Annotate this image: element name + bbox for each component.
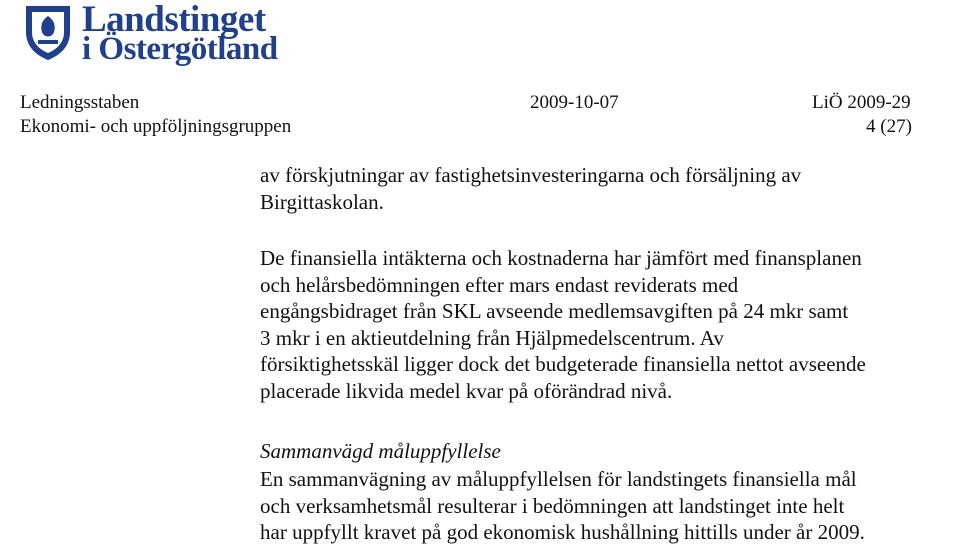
text-line: och verksamhetsmål resulterar i bedömningen att landstinget inte helt xyxy=(260,493,845,518)
text-line: har uppfyllt kravet på god ekonomisk hushållning hittills under år 2009. xyxy=(260,520,865,544)
crest-icon xyxy=(20,2,76,62)
header-group: Ekonomi- och uppföljningsgruppen xyxy=(20,116,292,137)
text-line: De finansiella intäkterna och kostnaderna har jämfört med finansplanen xyxy=(260,246,862,270)
text-line: placerade likvida medel kvar på oförändrad nivå. xyxy=(260,378,673,403)
text-line: försiktighetsskäl ligger dock det budgeterade finansiella nettot avseende xyxy=(260,352,866,376)
logo-subtitle: i Östergötland xyxy=(82,31,278,67)
text-line: 3 mkr i en aktieutdelning från Hjälpmedelscentrum. Av xyxy=(260,325,724,350)
paragraph-3 xyxy=(260,466,865,546)
logo-title: Landstinget xyxy=(82,0,266,40)
header-reference: LiÖ 2009-29 xyxy=(812,92,911,113)
paragraph-2 xyxy=(260,245,866,404)
text-line: engångsbidraget från SKL avseende medlemsavgiften på 24 mkr samt xyxy=(260,299,849,323)
text-line: En sammanvägning av måluppfyllelsen för landstingets finansiella mål xyxy=(260,467,857,491)
header-department: Ledningsstaben xyxy=(20,92,140,113)
text-line: och helårsbedömningen efter mars endast reviderats med xyxy=(260,272,739,297)
section-heading: Sammanvägd måluppfyllelse xyxy=(260,439,501,463)
landstinget-logo xyxy=(20,0,278,70)
header-date: 2009-10-07 xyxy=(530,92,619,113)
header-page-number: 4 (27) xyxy=(866,116,912,137)
text-line: Birgittaskolan. xyxy=(260,189,384,214)
paragraph-1 xyxy=(260,162,801,215)
text-line: av förskjutningar av fastighetsinvesteringarna och försäljning av xyxy=(260,163,802,187)
